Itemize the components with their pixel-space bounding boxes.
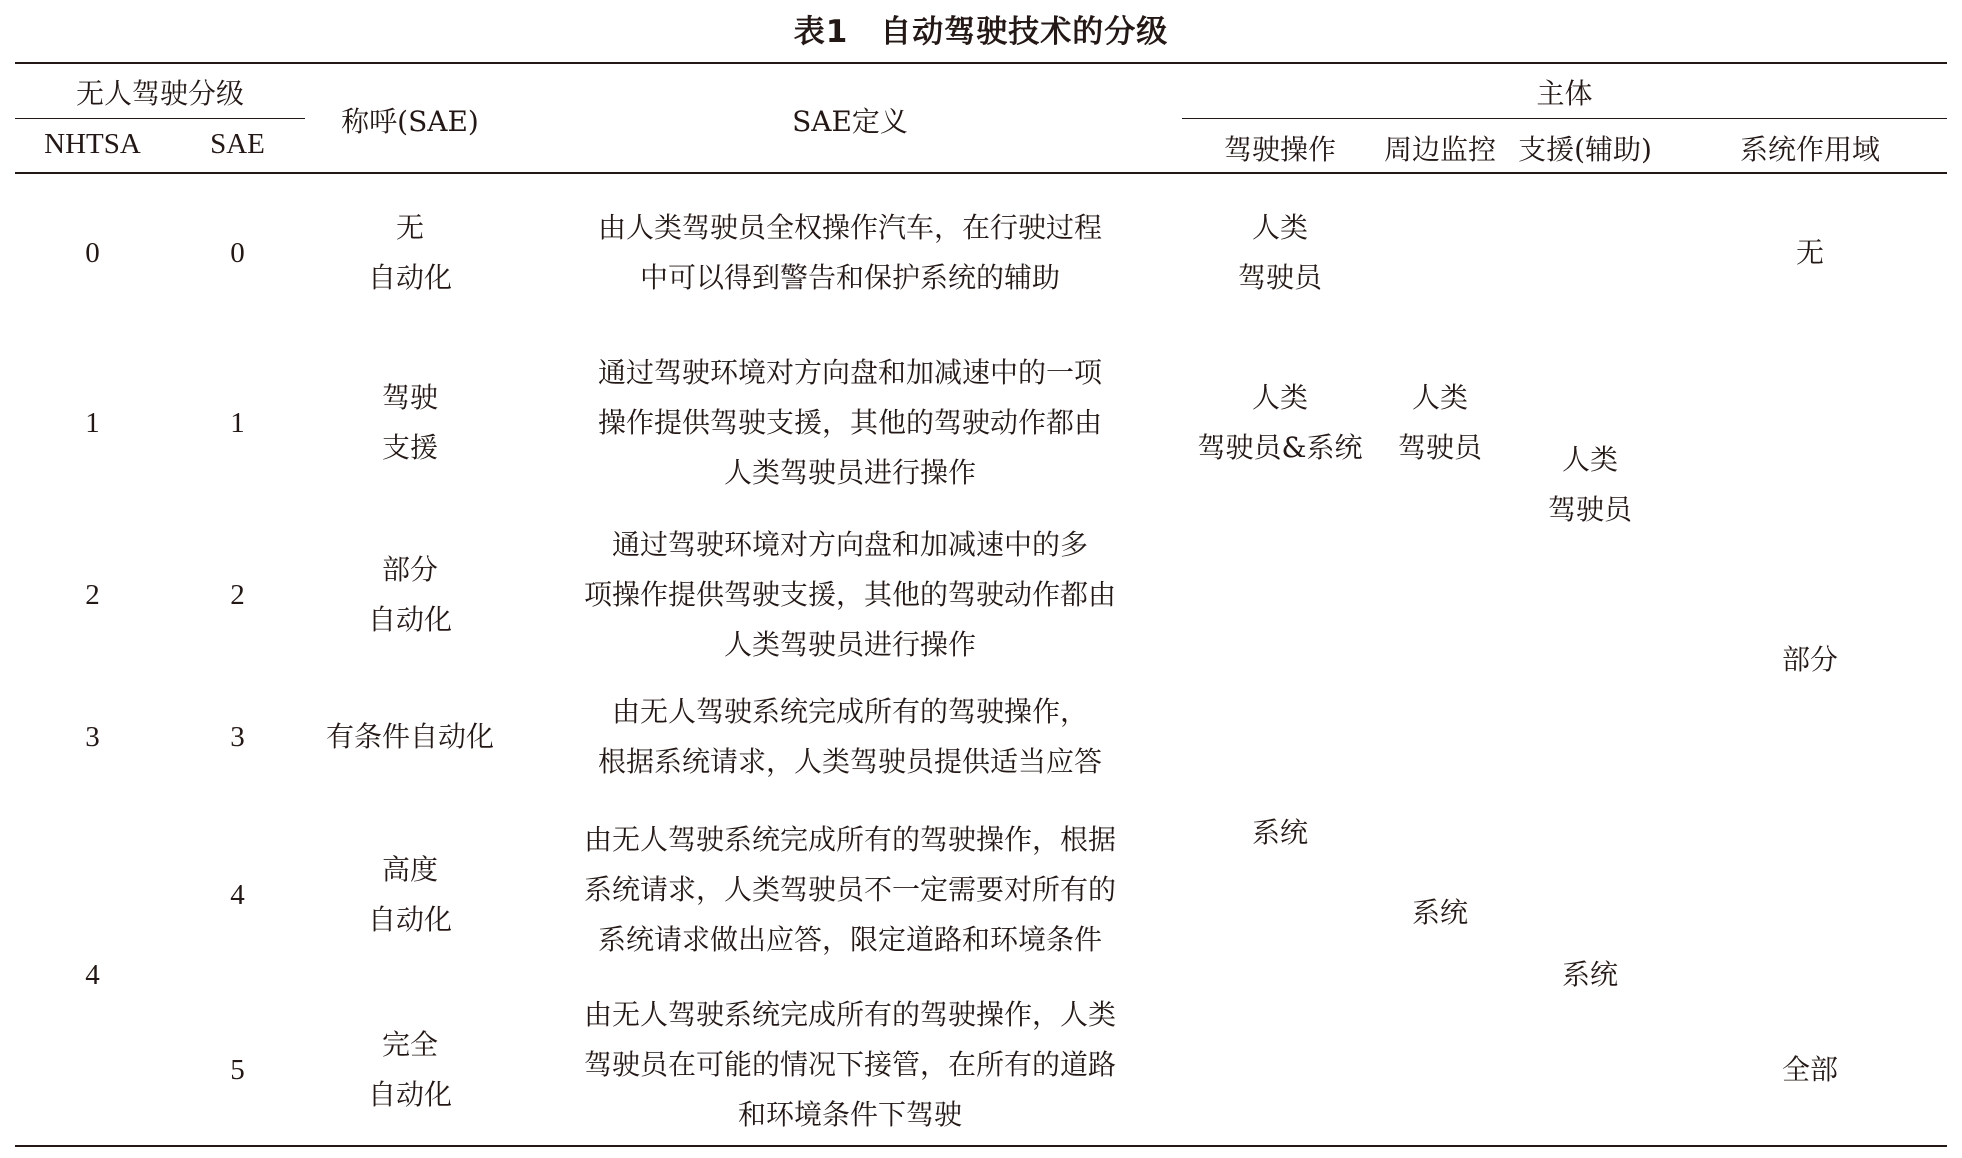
row5-def-line1: 由无人驾驶系统完成所有的驾驶操作，人类 (583, 998, 1116, 1031)
row1-def-line2: 操作提供驾驶支援，其他的驾驶动作都由 (597, 406, 1102, 439)
header-monitoring: 周边监控 (1383, 133, 1496, 166)
row5-sae: 5 (230, 1054, 245, 1086)
row0-operation-line1: 人类 (1251, 211, 1308, 244)
row1-monitoring-line2: 驾驶员 (1397, 431, 1482, 464)
row0-def-line1: 由人类驾驶员全权操作汽车，在行驶过程 (597, 211, 1102, 244)
row1-operation (1180, 373, 1380, 473)
row0-nhtsa: 0 (85, 237, 100, 269)
row1-definition (540, 348, 1160, 498)
row2-def-line2: 项操作提供驾驶支援，其他的驾驶动作都由 (583, 578, 1116, 611)
header-operation: 驾驶操作 (1223, 133, 1336, 166)
row1-def-line1: 通过驾驶环境对方向盘和加减速中的一项 (597, 356, 1102, 389)
row3-name: 有条件自动化 (325, 720, 494, 753)
header-subject-group: 主体 (1536, 77, 1593, 110)
row1-operation-line1: 人类 (1251, 381, 1308, 414)
row0-definition (540, 203, 1160, 303)
row4-sae: 4 (230, 879, 245, 911)
header-name: 称呼(SAE) (341, 105, 479, 138)
row5-def-line2: 驾驶员在可能的情况下接管，在所有的道路 (583, 1048, 1116, 1081)
header-level-group: 无人驾驶分级 (75, 77, 244, 110)
row5-definition (540, 990, 1160, 1140)
subject-group-underline (1182, 118, 1947, 119)
row0-def-line2: 中可以得到警告和保护系统的辅助 (639, 261, 1060, 294)
row1-operation-line2: 驾驶员&系统 (1197, 431, 1363, 464)
row0-name-line2: 自动化 (367, 261, 452, 294)
row2-name-line2: 自动化 (367, 603, 452, 636)
row4-def-line3: 系统请求做出应答，限定道路和环境条件 (597, 923, 1102, 956)
header-nhtsa: NHTSA (44, 128, 141, 160)
row2-sae: 2 (230, 579, 245, 611)
row1-monitoring (1365, 373, 1515, 473)
header-domain: 系统作用域 (1739, 133, 1880, 166)
row3-def-line2: 根据系统请求，人类驾驶员提供适当应答 (597, 745, 1102, 778)
row1-sae: 1 (230, 407, 245, 439)
row2-definition (540, 520, 1160, 670)
row4-name-line2: 自动化 (367, 903, 452, 936)
header-sae: SAE (210, 128, 265, 160)
row4-def-line2: 系统请求，人类驾驶员不一定需要对所有的 (583, 873, 1116, 906)
rows2to5-monitoring: 系统 (1411, 896, 1468, 929)
row0-domain: 无 (1795, 236, 1824, 269)
row2-nhtsa: 2 (85, 579, 100, 611)
row1-nhtsa: 1 (85, 407, 100, 439)
row5-def-line3: 和环境条件下驾驶 (737, 1098, 962, 1131)
row1-name (305, 373, 515, 473)
row1-monitoring-line1: 人类 (1411, 381, 1468, 414)
row4-def-line1: 由无人驾驶系统完成所有的驾驶操作，根据 (583, 823, 1116, 856)
level-group-underline (15, 118, 305, 119)
rows4to5-nhtsa: 4 (85, 959, 100, 991)
row4-name-line1: 高度 (381, 853, 438, 886)
rows1to2-support-line2: 驾驶员 (1547, 493, 1632, 526)
row5-name (305, 1020, 515, 1120)
row0-name (305, 203, 515, 303)
rows1to2-support (1510, 435, 1670, 535)
row1-name-line1: 驾驶 (381, 381, 438, 414)
row2-name (305, 545, 515, 645)
rows1to4-domain: 部分 (1781, 643, 1838, 676)
row5-name-line1: 完全 (381, 1028, 438, 1061)
row5-name-line2: 自动化 (367, 1078, 452, 1111)
bottom-rule (15, 1145, 1947, 1147)
table-title: 表1 自动驾驶技术的分级 (793, 14, 1169, 50)
rows3to5-support: 系统 (1561, 958, 1618, 991)
row3-definition (540, 687, 1160, 787)
rows1to2-support-line1: 人类 (1561, 443, 1618, 476)
header-support: 支援(辅助) (1518, 133, 1652, 166)
row1-name-line2: 支援 (381, 431, 438, 464)
row4-definition (540, 815, 1160, 965)
row0-operation (1180, 203, 1380, 303)
row3-sae: 3 (230, 721, 245, 753)
row0-sae: 0 (230, 237, 245, 269)
row0-operation-line2: 驾驶员 (1237, 261, 1322, 294)
row3-nhtsa: 3 (85, 721, 100, 753)
row2-def-line1: 通过驾驶环境对方向盘和加减速中的多 (611, 528, 1088, 561)
row2-name-line1: 部分 (381, 553, 438, 586)
header-definition: SAE定义 (792, 105, 908, 138)
rows2to5-operation: 系统 (1251, 816, 1308, 849)
row1-def-line3: 人类驾驶员进行操作 (723, 456, 976, 489)
row3-def-line1: 由无人驾驶系统完成所有的驾驶操作， (611, 695, 1088, 728)
row5-domain: 全部 (1781, 1053, 1838, 1086)
row0-name-line1: 无 (395, 211, 424, 244)
row4-name (305, 845, 515, 945)
top-rule (15, 62, 1947, 64)
header-bottom-rule (15, 172, 1947, 174)
row2-def-line3: 人类驾驶员进行操作 (723, 628, 976, 661)
